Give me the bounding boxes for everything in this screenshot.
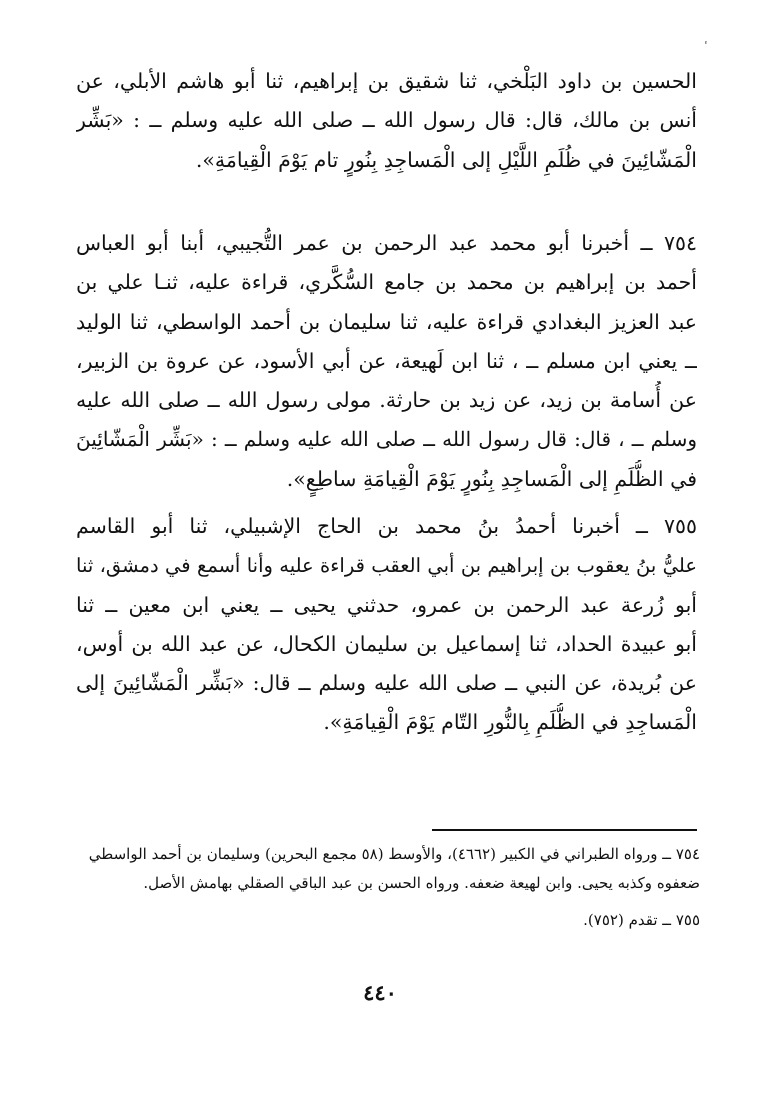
text-line: أبو عبيدة الحداد، ثنا إسماعيل بن سليمان الكحال، عن عبد الله بن أوس، <box>76 631 697 656</box>
footnote-754: ٧٥٤ ــ ورواه الطبراني في الكبير (٤٦٦٢)، والأوسط (٥٨ مجمع البحرين) وسليمان بن أحمد الواسطي ضعفوه وكذبه يحيى. وابن لهيعة ضعفه. ورواه الحسن بن عبد الباقي الصقلي بهامش الأصل. <box>88 845 700 892</box>
footnote-separator <box>432 829 697 831</box>
text-line: ٧٥٥ ــ أخبرنا أحمدُ بنُ محمد بن الحاج الإشبيلي، ثنا أبو القاسم <box>76 514 697 538</box>
text-line: ــ يعني ابن مسلم ــ ، ثنا ابن لَهيعة، عن أبي الأسود، عن عروة بن الزبير، <box>76 348 697 373</box>
text-line: الْمَساجِدِ في الظُّلَمِ بِالنُّورِ التّام يَوْمَ الْقِيامَةِ». <box>323 710 697 735</box>
text-line: عبد العزيز البغدادي قراءة عليه، ثنا سليمان بن أحمد الواسطي، ثنا الوليد <box>76 309 697 334</box>
text-line: عليُّ بنُ يعقوب بن إبراهيم بن أبي العقب قراءة عليه وأنا أسمع في دمشق، ثنا <box>76 554 697 578</box>
footnotes <box>76 840 700 943</box>
text-line: في الظُّلَمِ إلى الْمَساجِدِ بِنُورٍ يَوْمَ الْقِيامَةِ ساطِعٍ». <box>286 466 697 491</box>
text-line: أحمد بن إبراهيم بن محمد بن جامع السُّكَّري، قراءة عليه، ثنـا علي بن <box>76 270 697 295</box>
footnote-755: ٧٥٥ ــ تقدم (٧٥٢). <box>583 911 700 929</box>
text-line: ٧٥٤ ــ أخبرنا أبو محمد عبد الرحمن بن عمر التُّجيبي، أبنا أبو العباس <box>76 231 697 255</box>
text-line: الْمَشّائِينَ في ظُلَمِ اللَّيْلِ إلى الْمَساجِدِ بِنُورٍ تام يَوْمَ الْقِيامَةِ». <box>195 147 697 172</box>
page-number: ٤٤٠ <box>363 980 397 1005</box>
text-line: عن بُريدة، عن النبي ــ صلى الله عليه وسلم ــ قال: «بَشِّر الْمَشّائِينَ إلى <box>76 671 697 696</box>
text-line: الحسين بن داود البَلْخي، ثنا شقيق بن إبراهيم، ثنا أبو هاشم الأبلي، عن <box>76 69 697 93</box>
paragraph-hadith-754 <box>76 224 697 499</box>
text-line: أبو زُرعة عبد الرحمن بن عمرو، حدثني يحيى ــ يعني ابن معين ــ ثنا <box>76 592 697 617</box>
paragraph-continuation <box>76 62 697 180</box>
paragraph-hadith-755 <box>76 507 697 743</box>
text-line: عن أُسامة بن زيد، عن زيد بن حارثة. مولى رسول الله ــ صلى الله عليه <box>76 388 697 413</box>
text-line: أنس بن مالك، قال: قال رسول الله ــ صلى الله عليه وسلم ــ : «بَشِّر <box>76 108 697 133</box>
text-line: وسلم ــ ، قال: قال رسول الله ــ صلى الله عليه وسلم ــ : «بَشِّر الْمَشّائِينَ <box>76 427 697 452</box>
